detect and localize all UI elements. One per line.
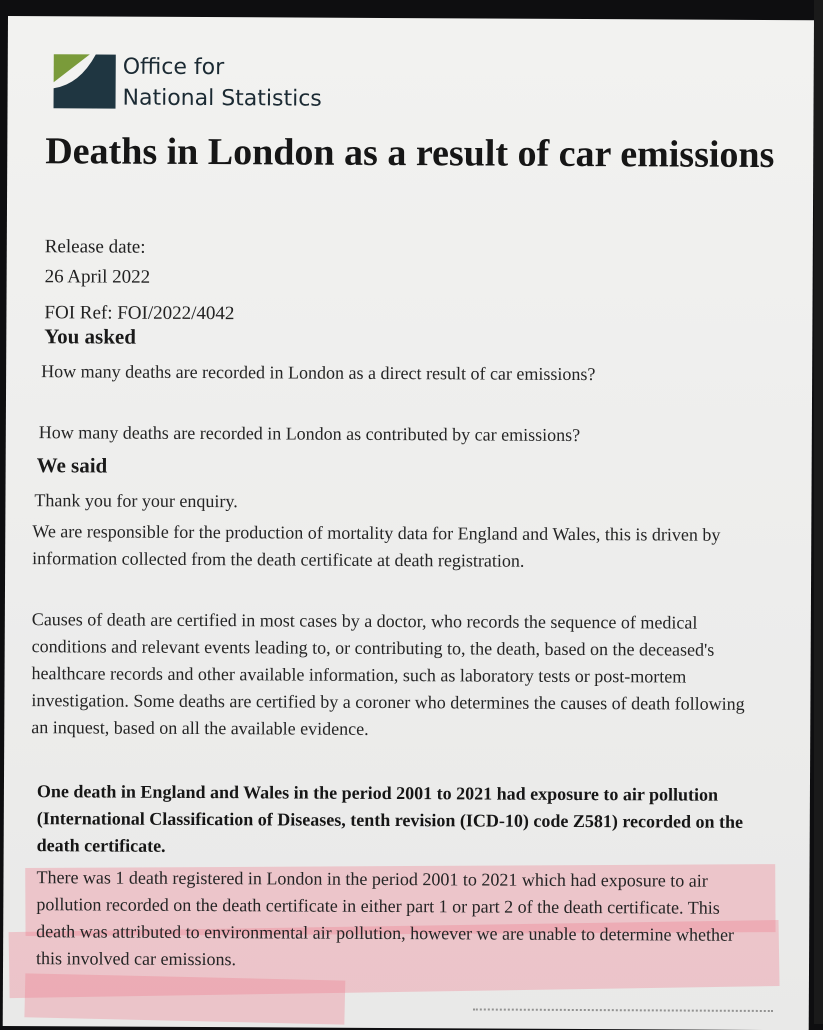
release-date: 26 April 2022 (44, 266, 151, 288)
question-1: How many deaths are recorded in London as a direct result of car emissions? (41, 361, 596, 385)
cut-off-text-fragment (473, 1008, 773, 1018)
highlight-mark-3 (24, 973, 345, 1024)
answer-paragraph-1: We are responsible for the production of mortality data for England and Wales, this is driven by information collected from the death certificate at death registration. (32, 521, 721, 571)
logo-line-2: National Statistics (122, 85, 322, 112)
question-2: How many deaths are recorded in London as contributed by car emissions? (38, 422, 581, 446)
ons-logo-text (122, 52, 322, 115)
page-title: Deaths in London as a result of car emissions (45, 130, 775, 177)
release-meta (44, 232, 235, 329)
ons-logo-mark-icon (50, 50, 118, 110)
answer-key-finding: One death in England and Wales in the period 2001 to 2021 had exposure to air pollution (International Classification of Diseases, tenth revision (ICD-10) code Z581) recorded on the death certificate. (36, 781, 744, 856)
photo-background-edge (814, 0, 823, 1024)
answer-highlighted: There was 1 death registered in London in the period 2001 to 2021 which had exposure to air pollution recorded on the death certificate in either part 1 or part 2 of the death certificate. This death was attributed to environmental air pollution, however we are unable to determine whether this involved car emissions. (36, 867, 735, 970)
answer-thanks: Thank you for your enquiry. (34, 490, 238, 512)
you-asked-heading: You asked (44, 324, 137, 349)
answer-paragraph-2: Causes of death are certified in most cases by a doctor, who records the sequence of medical conditions and relevant events leading to, or contributing to, the death, based on the deceased's healthcare records and other available information, such as laboratory tests or post-mortem investigation. Some deaths are certified by a coroner who determines the causes of death following an inquest, based on all the available evidence. (31, 609, 745, 739)
ons-logo (49, 50, 349, 122)
we-said-heading: We said (36, 453, 108, 478)
logo-line-1: Office for (122, 54, 225, 81)
document-page (3, 16, 814, 1030)
foi-reference: FOI Ref: FOI/2022/4042 (44, 302, 235, 325)
release-date-label: Release date: (44, 236, 146, 258)
